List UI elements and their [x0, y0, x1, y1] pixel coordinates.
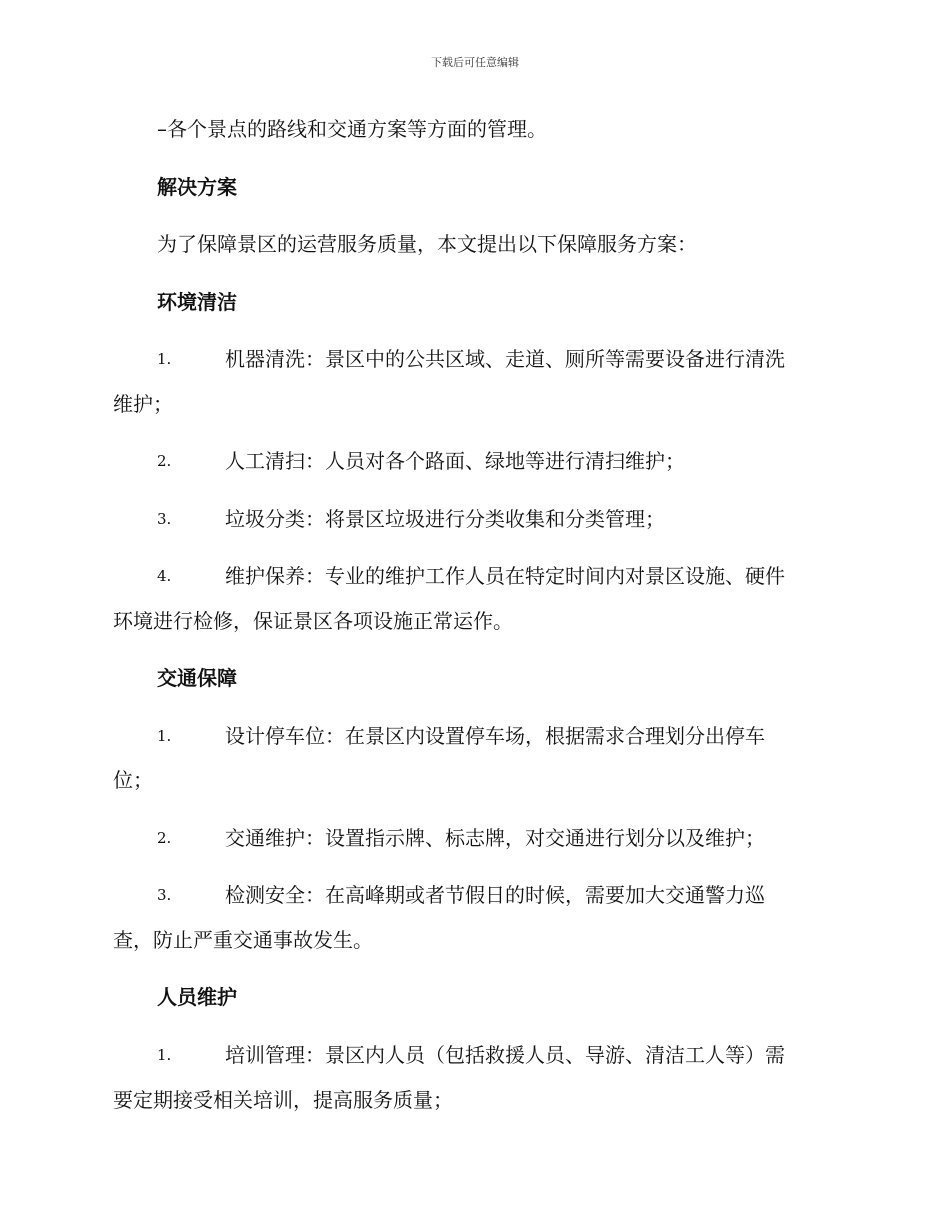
section-heading-environment: 环境清洁: [157, 290, 237, 314]
section-heading-traffic: 交通保障: [157, 666, 237, 690]
intro-line: –各个景点的路线和交通方案等方面的管理。: [157, 117, 547, 141]
list-item-text-continued: 要定期接受相关培训，提高服务质量；: [113, 1088, 453, 1112]
list-number: 1.: [157, 1046, 172, 1064]
list-number: 2.: [157, 829, 172, 847]
list-item-text: 人工清扫：人员对各个路面、绿地等进行清扫维护；: [225, 449, 685, 473]
list-item-text: 检测安全：在高峰期或者节假日的时候，需要加大交通警力巡: [225, 883, 765, 907]
list-item-text: 维护保养：专业的维护工作人员在特定时间内对景区设施、硬件: [225, 564, 785, 588]
section-heading-solution: 解决方案: [157, 175, 237, 199]
list-number: 3.: [157, 886, 172, 904]
list-number: 3.: [157, 510, 172, 528]
list-item-text: 设计停车位：在景区内设置停车场，根据需求合理划分出停车: [225, 724, 765, 748]
list-number: 1.: [157, 727, 172, 745]
list-item-text: 机器清洗：景区中的公共区域、走道、厕所等需要设备进行清洗: [225, 347, 785, 371]
list-item-text-continued: 维护；: [113, 392, 173, 416]
list-number: 2.: [157, 452, 172, 470]
list-item-text: 垃圾分类：将景区垃圾进行分类收集和分类管理；: [225, 507, 665, 531]
list-item-text-continued: 查，防止严重交通事故发生。: [113, 928, 373, 952]
section-heading-staff: 人员维护: [157, 985, 237, 1009]
page-header: 下载后可任意编辑: [431, 56, 519, 69]
list-number: 1.: [157, 350, 172, 368]
list-item-text-continued: 位；: [113, 768, 153, 792]
list-number: 4.: [157, 567, 172, 585]
list-item-text-continued: 环境进行检修，保证景区各项设施正常运作。: [113, 609, 513, 633]
list-item-text: 交通维护：设置指示牌、标志牌，对交通进行划分以及维护；: [225, 826, 765, 850]
solution-intro: 为了保障景区的运营服务质量，本文提出以下保障服务方案：: [157, 232, 697, 256]
list-item-text: 培训管理：景区内人员（包括救援人员、导游、清洁工人等）需: [225, 1043, 785, 1067]
